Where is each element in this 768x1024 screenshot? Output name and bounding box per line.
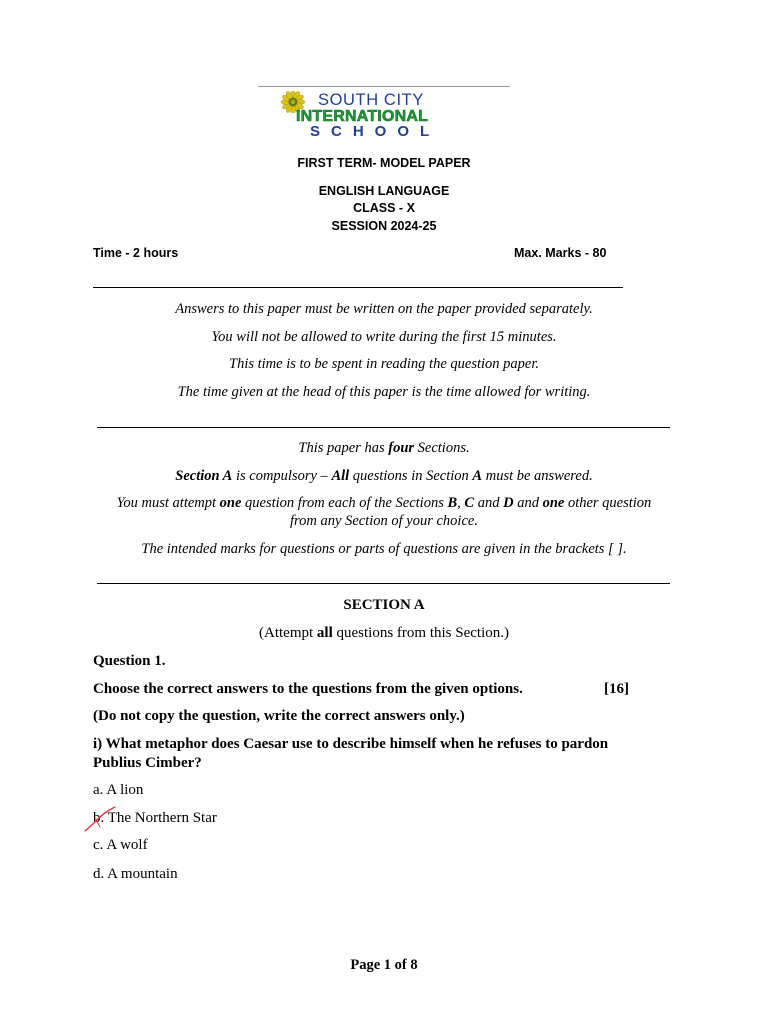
compulsory-t1: is compulsory – <box>232 468 332 484</box>
subject-title: ENGLISH LANGUAGE <box>318 184 450 198</box>
attempt-line-1 <box>90 494 678 512</box>
exam-title: FIRST TERM- MODEL PAPER <box>297 156 471 170</box>
section-a-attempt-post: questions from this Section.) <box>332 625 509 641</box>
question-1-instruction: Choose the correct answers to the questions from the given options. <box>93 681 523 697</box>
logo-text-school: SCHOOL <box>310 123 441 140</box>
option-a: a. A lion <box>93 782 144 798</box>
sections-text-pre: This paper has <box>298 440 389 456</box>
question-1-note: (Do not copy the question, write the correct answers only.) <box>93 708 465 724</box>
section-a-attempt-bold: all <box>316 625 333 641</box>
option-b: b. The Northern Star <box>93 810 217 826</box>
sections-text-bold: four <box>388 440 415 456</box>
sections-count-line <box>90 439 678 457</box>
attempt-t1: You must attempt <box>116 495 220 511</box>
compulsory-b2: All <box>331 468 350 484</box>
divider-header <box>93 287 623 288</box>
divider-paper-info <box>97 583 670 584</box>
instruction-line-4: The time given at the head of this paper is the time allowed for writing. <box>177 384 591 400</box>
section-a-attempt-pre: (Attempt <box>259 625 317 641</box>
class-title: CLASS - X <box>353 201 415 215</box>
logo-text-international: INTERNATIONAL <box>296 108 429 125</box>
attempt-b5: one <box>542 495 565 511</box>
marks-bracket-line: The intended marks for questions or parts of questions are given in the brackets [ ]. <box>141 541 627 557</box>
compulsory-b3: A <box>472 468 483 484</box>
compulsory-t3: must be answered. <box>482 468 593 484</box>
attempt-t3: , <box>457 495 465 511</box>
time-allowed: Time - 2 hours <box>93 246 179 260</box>
attempt-t4: and <box>474 495 504 511</box>
max-marks: Max. Marks - 80 <box>514 246 607 260</box>
attempt-t6: other question <box>564 495 652 511</box>
option-d: d. A mountain <box>93 866 178 882</box>
attempt-b2: B <box>447 495 458 511</box>
pen-tick-mark-icon <box>82 806 118 834</box>
section-a-attempt <box>0 624 768 643</box>
compulsory-line <box>90 467 678 485</box>
page-number: Page 1 of 8 <box>350 957 418 973</box>
attempt-b1: one <box>219 495 242 511</box>
compulsory-b1: Section A <box>175 468 233 484</box>
instruction-line-1: Answers to this paper must be written on the paper provided separately. <box>175 301 593 317</box>
attempt-t5: and <box>513 495 543 511</box>
instruction-line-3: This time is to be spent in reading the question paper. <box>229 356 539 372</box>
attempt-b3: C <box>464 495 475 511</box>
section-a-title: SECTION A <box>343 597 425 613</box>
compulsory-t2: questions in Section <box>349 468 473 484</box>
divider-instructions <box>97 427 670 428</box>
logo-text-south-city: SOUTH CITY <box>318 91 424 109</box>
attempt-t2: question from each of the Sections <box>241 495 448 511</box>
attempt-line-2: from any Section of your choice. <box>290 513 478 529</box>
attempt-b4: D <box>503 495 514 511</box>
sections-text-post: Sections. <box>414 440 470 456</box>
instruction-line-2: You will not be allowed to write during the first 15 minutes. <box>211 329 557 345</box>
question-1-i-line-2: Publius Cimber? <box>93 755 202 771</box>
question-1-marks: [16] <box>604 681 629 697</box>
option-c: c. A wolf <box>93 837 148 853</box>
question-1-i-line-1: i) What metaphor does Caesar use to describe himself when he refuses to pardon <box>93 736 609 752</box>
question-1-label: Question 1. <box>93 653 166 669</box>
session-title: SESSION 2024-25 <box>331 219 437 233</box>
